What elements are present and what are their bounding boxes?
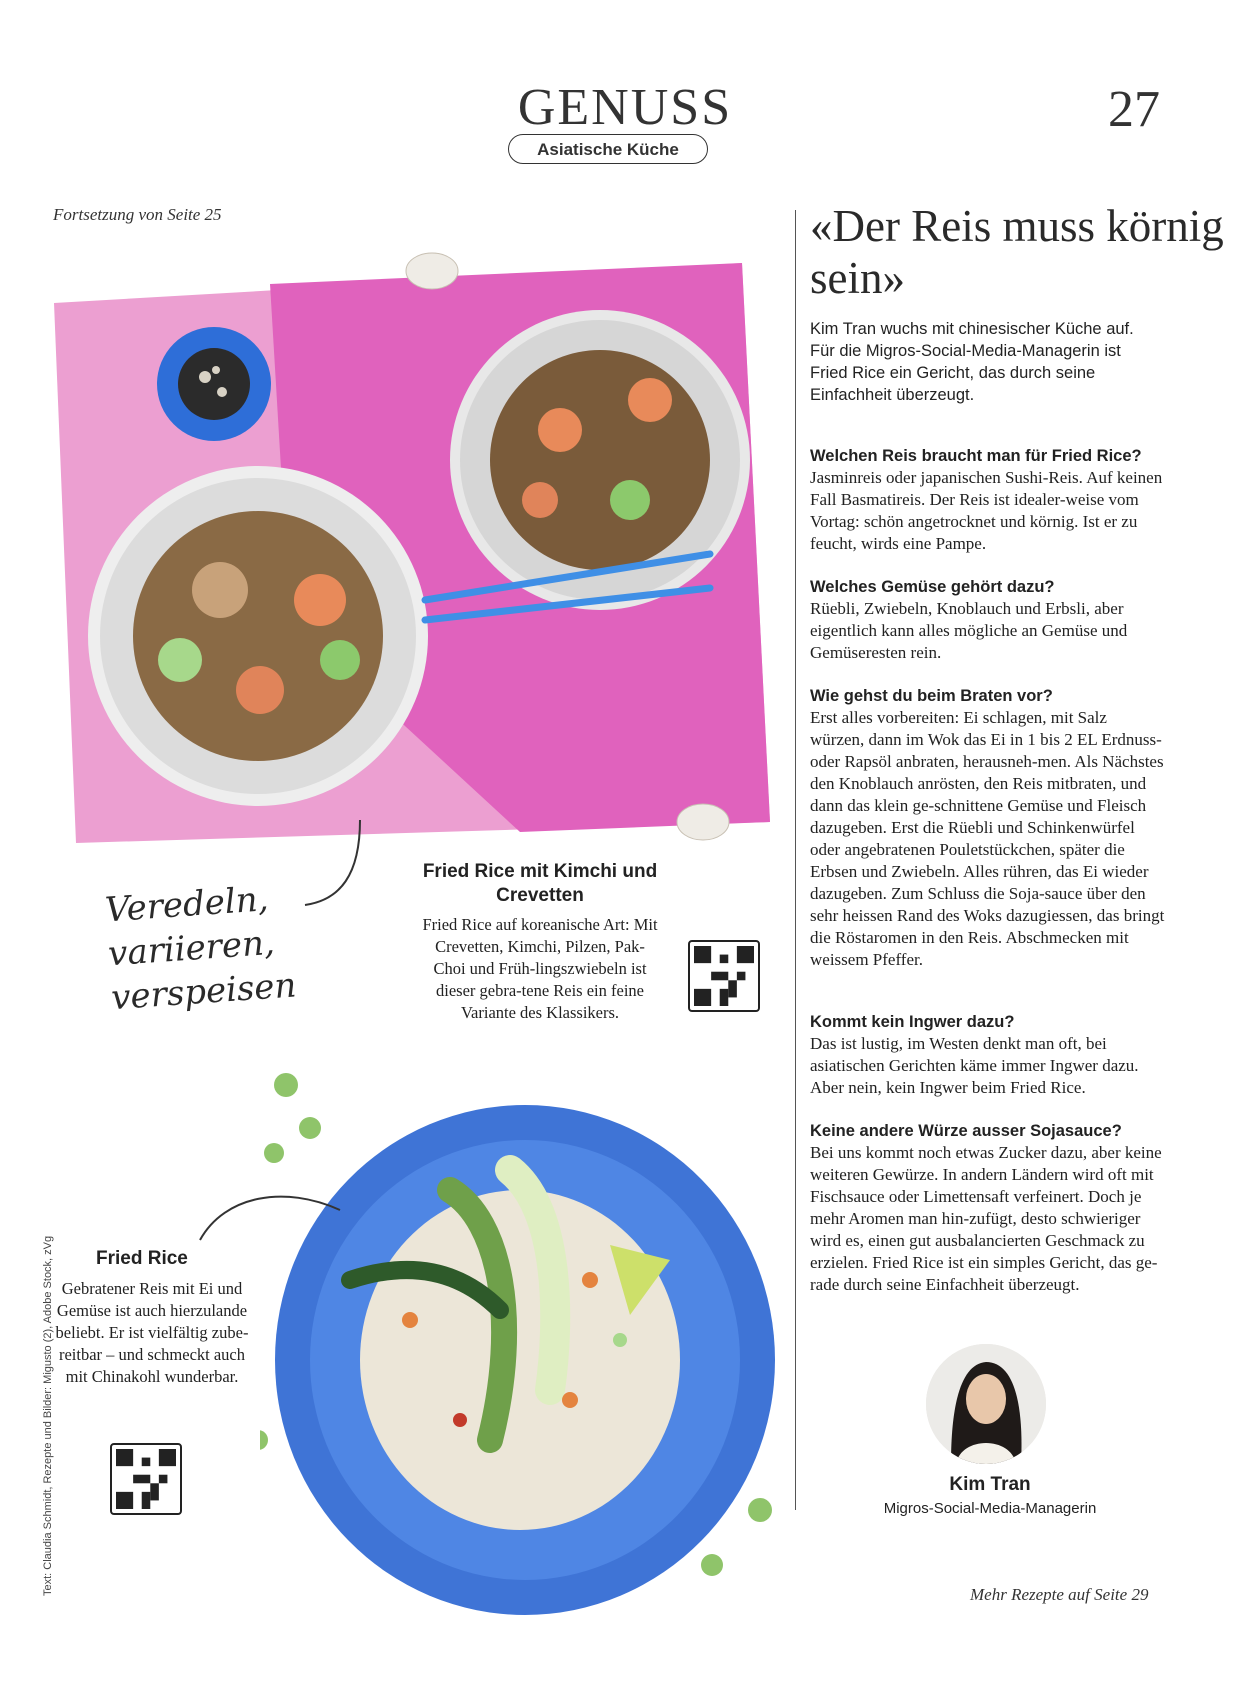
page-number: 27 xyxy=(1108,81,1160,138)
fried-rice-kimchi-photo xyxy=(40,240,770,860)
qr-code[interactable] xyxy=(688,940,760,1012)
question: Welchen Reis braucht man für Fried Rice? xyxy=(810,447,1142,465)
recipe-title: Fried Rice mit Kimchi und Crevetten xyxy=(422,861,658,906)
qa-block xyxy=(810,1120,1165,1296)
interview-title: «Der Reis muss körnig sein» xyxy=(810,201,1224,303)
arrow-line xyxy=(300,815,370,915)
section-tag: Asiatische Küche xyxy=(508,134,708,164)
qr-code-icon xyxy=(116,1449,176,1509)
recipe-description: Fried Rice auf koreanische Art: Mit Crevetten, Kimchi, Pilzen, Pak-Choi und Früh-lingszwiebeln ist dieser gebra-tene Reis ein feine Variante des Klassikers. xyxy=(422,915,658,1022)
answer: Jasminreis oder japanischen Sushi-Reis. Auf keinen Fall Basmatireis. Der Reis ist idealer-weise vom Vortag: schön angetrocknet und körnig. Ist er zu feucht, wirds eine Pampe. xyxy=(810,468,1163,553)
column-divider xyxy=(795,210,796,1510)
answer: Rüebli, Zwiebeln, Knoblauch und Erbsli, aber eigentlich kann alles mögliche an Gemüse und Gemüseresten rein. xyxy=(810,599,1128,662)
answer: Bei uns kommt noch etwas Zucker dazu, aber keine weiteren Gewürze. In andern Ländern wird oft mit Fischsauce oder Limettensaft verfeinert. Doch je mehr Aromen man hin-zufügt, desto schwieriger wird es, einen gut ausbalancierten Geschmack zu erzielen. Fried Rice ist ein simples Gericht, das ge-rade durch seine Einfachheit überzeugt. xyxy=(810,1143,1162,1294)
qr-code[interactable] xyxy=(110,1443,182,1515)
qa-block xyxy=(810,1011,1165,1099)
photo-credit: Text: Claudia Schmidt, Rezepte und Bilder: Migusto (2), Adobe Stock, zVg xyxy=(42,1235,54,1596)
fried-rice-photo xyxy=(260,1060,780,1620)
qr-code-icon xyxy=(694,946,754,1006)
tagline-line: Veredeln, xyxy=(103,879,270,931)
section-title: GENUSS xyxy=(517,79,733,136)
question: Wie gehst du beim Braten vor? xyxy=(810,687,1053,705)
person-name: Kim Tran xyxy=(949,1474,1031,1495)
tagline-line: verspeisen xyxy=(109,965,298,1019)
qa-block xyxy=(810,685,1165,971)
person-role: Migros-Social-Media-Managerin xyxy=(883,1500,1097,1517)
avatar xyxy=(926,1344,1046,1464)
recipe-description: Gebratener Reis mit Ei und Gemüse ist auch hierzulande beliebt. Er ist vielfältig zube-reitbar – und schmeckt auch mit Chinakohl wunderbar. xyxy=(55,1279,249,1386)
interview-intro: Kim Tran wuchs mit chinesischer Küche auf. Für die Migros-Social-Media-Managerin ist Fried Rice ein Gericht, das durch seine Einfachheit überzeugt. xyxy=(810,320,1134,404)
portrait-icon xyxy=(926,1344,1046,1464)
qa-block xyxy=(810,576,1165,664)
answer: Das ist lustig, im Westen denkt man oft, bei asiatischen Gerichten käme immer Ingwer dazu. Aber nein, kein Ingwer beim Fried Rice. xyxy=(810,1034,1139,1097)
continued-note: Fortsetzung von Seite 25 xyxy=(53,205,222,224)
recipe-title: Fried Rice xyxy=(96,1248,188,1269)
arrow-line xyxy=(195,1185,345,1245)
question: Kommt kein Ingwer dazu? xyxy=(810,1013,1015,1031)
qa-block xyxy=(810,445,1165,555)
answer: Erst alles vorbereiten: Ei schlagen, mit Salz würzen, dann im Wok das Ei in 1 bis 2 EL Erdnuss- oder Rapsöl anbraten, herausneh-men. Als Nächstes den Knoblauch anrösten, den Reis mitbraten, und dann das klein ge-schnittene Gemüse und Fleisch dazugeben. Erst die Rüebli und Schinkenwürfel oder angebratenen Pouletstückchen, später die Erbsen und Zwiebeln. Alles rühren, das Ei wieder dazugeben. Zum Schluss die Soja-sauce über den sehr heissen Rand des Woks dazugiessen, das bringt die Röstaromen in den Reis. Abschmecken mit weissem Pfeffer. xyxy=(810,708,1165,969)
tagline-line: variieren, xyxy=(106,922,276,975)
question: Welches Gemüse gehört dazu? xyxy=(810,578,1055,596)
more-recipes-note: Mehr Rezepte auf Seite 29 xyxy=(970,1585,1149,1604)
question: Keine andere Würze ausser Sojasauce? xyxy=(810,1122,1122,1140)
